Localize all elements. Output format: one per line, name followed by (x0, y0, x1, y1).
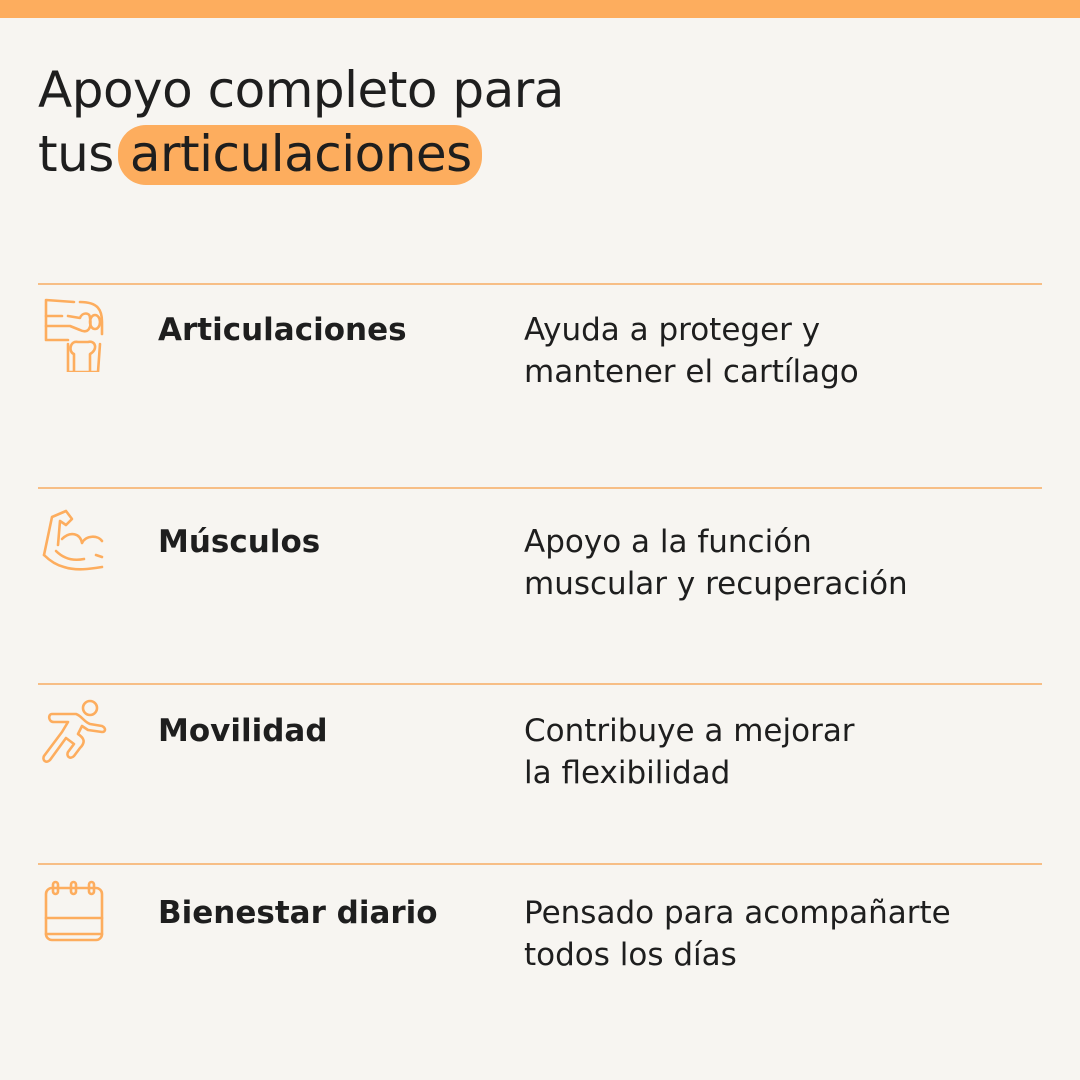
title-prefix: tus (38, 125, 114, 183)
divider (38, 283, 1042, 285)
knee-joint-icon (40, 292, 110, 372)
row-label: Bienestar diario (158, 895, 438, 931)
divider (38, 863, 1042, 865)
flexed-arm-icon (40, 505, 110, 585)
page-title (38, 58, 564, 186)
row-label: Músculos (158, 524, 321, 560)
row-label: Movilidad (158, 713, 328, 749)
running-person-icon (40, 696, 110, 776)
top-accent-bar (0, 0, 1080, 18)
divider (38, 487, 1042, 489)
title-line-1: Apoyo completo para (38, 61, 564, 119)
row-description: Apoyo a la función muscular y recuperación (524, 524, 908, 602)
title-highlight: articulaciones (118, 125, 482, 185)
divider (38, 683, 1042, 685)
calendar-icon (40, 878, 110, 958)
row-label: Articulaciones (158, 312, 407, 348)
row-description: Ayuda a proteger y mantener el cartílago (524, 312, 859, 390)
row-description: Contribuye a mejorar la flexibilidad (524, 713, 855, 791)
row-description: Pensado para acompañarte todos los días (524, 895, 951, 973)
